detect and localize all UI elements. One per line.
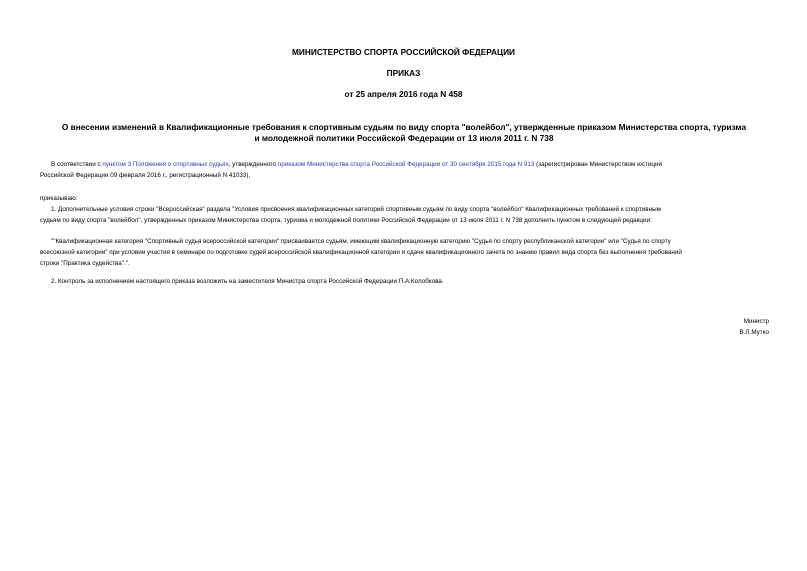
signature-name: В.Л.Мутко bbox=[739, 329, 769, 336]
document-subject bbox=[36, 122, 772, 144]
preamble-text-1: В соответствии с bbox=[51, 161, 103, 168]
quote-line-1: ""Квалификационная категория "Спортивный судья всероссийской категории" присваивается судьям, имеющим квалификационную категорию "Судья по спорту республиканской категории" или "Судья по спорту bbox=[51, 238, 671, 245]
preamble-text-3: (зарегистрирован Министерством юстиции bbox=[534, 161, 662, 168]
signature-title: Министр bbox=[743, 318, 769, 325]
order-word bbox=[40, 193, 768, 204]
preamble-line-2: Российской Федерации 09 февраля 2016 г., регистрационный N 41033), bbox=[40, 172, 251, 179]
subject-line-1: О внесении изменений в Квалификационные требования к спортивным судьям по виду спорта "волейбол", утвержденные приказом Министерства спорта, туризма bbox=[61, 122, 747, 132]
item-1-line-2: судьям по виду спорта "волейбол", утвержденных приказом Министерства спорта, туризма и молодежной политики Российской Федерации от 13 июля 2011 г. N 738 дополнить пунктом в следующей редакции: bbox=[40, 217, 652, 224]
item-1-line-1: 1. Дополнительные условия строки "Всероссийская" раздела "Условия присвоения квалификационных категорий спортивным судьям по виду спорта "волейбол" Квалификационных требований к спортивным bbox=[51, 206, 661, 213]
link-point-3-regulation[interactable]: пунктом 3 Положения о спортивных судьях bbox=[102, 161, 229, 168]
subject-line-2: и молодежной политики Российской Федерации от 13 июля 2011 г. N 738 bbox=[254, 133, 554, 143]
order-word-text: приказываю: bbox=[40, 195, 78, 202]
document-date-number: от 25 апреля 2016 года N 458 bbox=[344, 89, 463, 99]
quote-paragraph bbox=[40, 236, 768, 269]
quote-line-3: строки "Практика судейства".". bbox=[40, 260, 130, 267]
preamble-paragraph bbox=[40, 159, 768, 181]
signature-block bbox=[739, 316, 769, 338]
ministry-title: МИНИСТЕРСТВО СПОРТА РОССИЙСКОЙ ФЕДЕРАЦИИ bbox=[291, 47, 516, 57]
preamble-text-2: , утвержденного bbox=[228, 161, 278, 168]
link-order-913[interactable]: приказом Министерства спорта Российской Федерации от 30 сентября 2015 года N 913 bbox=[277, 161, 535, 168]
item-2-paragraph bbox=[40, 276, 768, 287]
item-2-line: 2. Контроль за исполнением настоящего приказа возложить на заместителя Министра спорта Российской Федерации П.А.Колобкова. bbox=[51, 278, 444, 285]
quote-line-2: всесоюзной категории" при условии участия в семинаре по подготовке судей всероссийской квалификационной категории и сдаче квалификационного зачета по знанию правил вида спорта без выполнения требований bbox=[40, 249, 682, 256]
preamble-line-1 bbox=[40, 159, 768, 170]
item-1-paragraph bbox=[40, 204, 768, 226]
document-type: ПРИКАЗ bbox=[386, 68, 421, 78]
